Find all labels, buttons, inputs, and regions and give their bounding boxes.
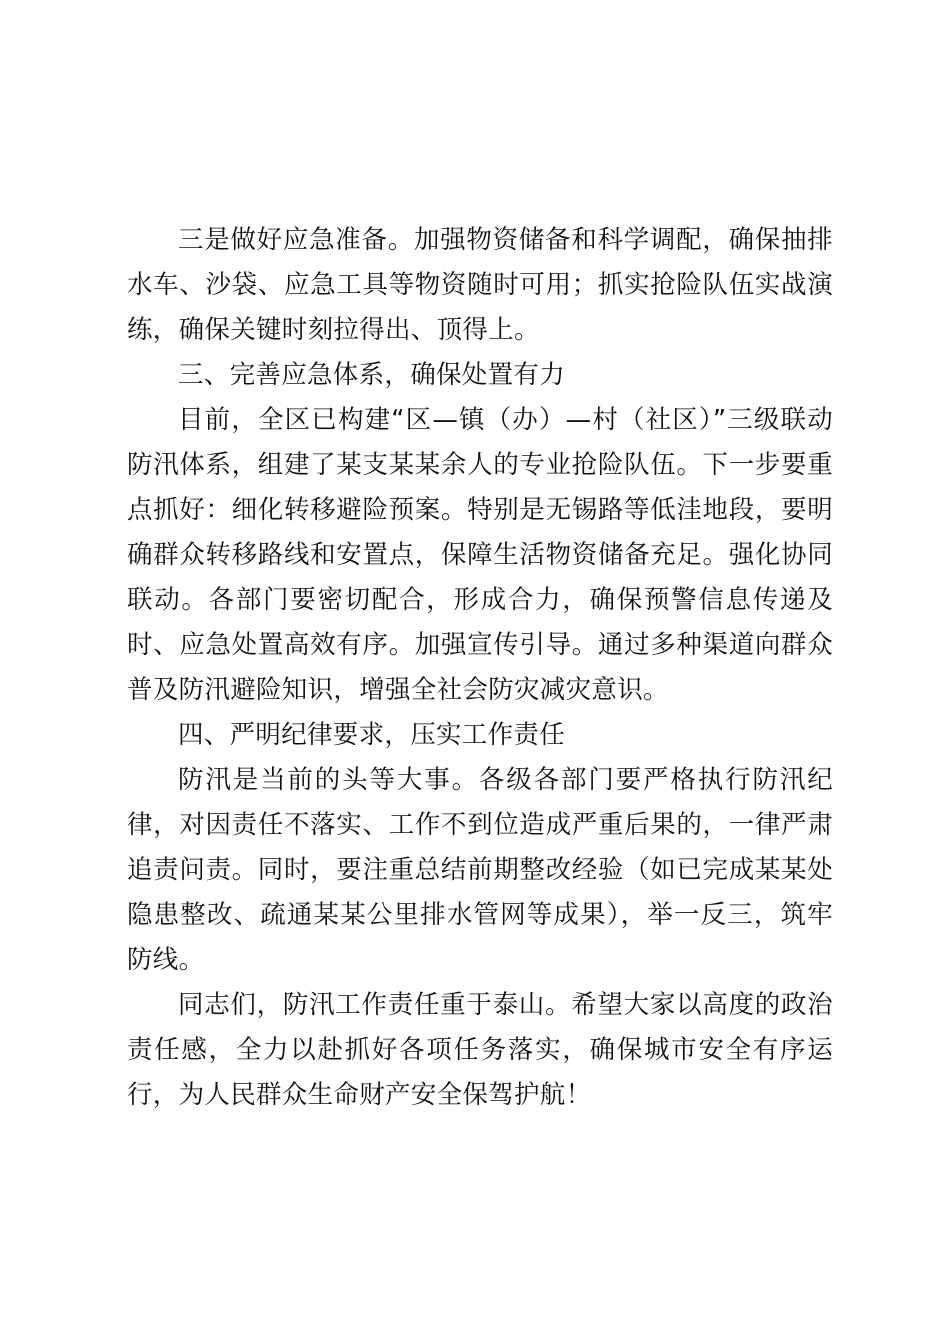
paragraph-closing: 同志们，防汛工作责任重于泰山。希望大家以高度的政治责任感，全力以赴抓好各项任务落实，确保城市安全有序运行，为人民群众生命财产安全保驾护航！ bbox=[127, 990, 833, 1110]
paragraph-discipline: 防汛是当前的头等大事。各级各部门要严格执行防汛纪律，对因责任不落实、工作不到位造成严重后果的，一律严肃追责问责。同时，要注重总结前期整改经验（如已完成某某处隐患整改、疏通某某公里排水管网等成果），举一反三，筑牢防线。 bbox=[127, 765, 833, 975]
section-heading-3: 三、完善应急体系，确保处置有力 bbox=[178, 360, 566, 390]
section-heading-4: 四、严明纪律要求，压实工作责任 bbox=[178, 720, 566, 750]
paragraph-emergency-preparation: 三是做好应急准备。加强物资储备和科学调配，确保抽排水车、沙袋、应急工具等物资随时可用；抓实抢险队伍实战演练，确保关键时刻拉得出、顶得上。 bbox=[127, 225, 833, 345]
paragraph-emergency-system: 目前，全区已构建“区—镇（办）—村（社区）”三级联动防汛体系，组建了某支某某余人的专业抢险队伍。下一步要重点抓好：细化转移避险预案。特别是无锡路等低洼地段，要明确群众转移路线和安置点，保障生活物资储备充足。强化协同联动。各部门要密切配合，形成合力，确保预警信息传递及时、应急处置高效有序。加强宣传引导。通过多种渠道向群众普及防汛避险知识，增强全社会防灾减灾意识。 bbox=[127, 405, 833, 705]
document-body bbox=[127, 218, 833, 1118]
